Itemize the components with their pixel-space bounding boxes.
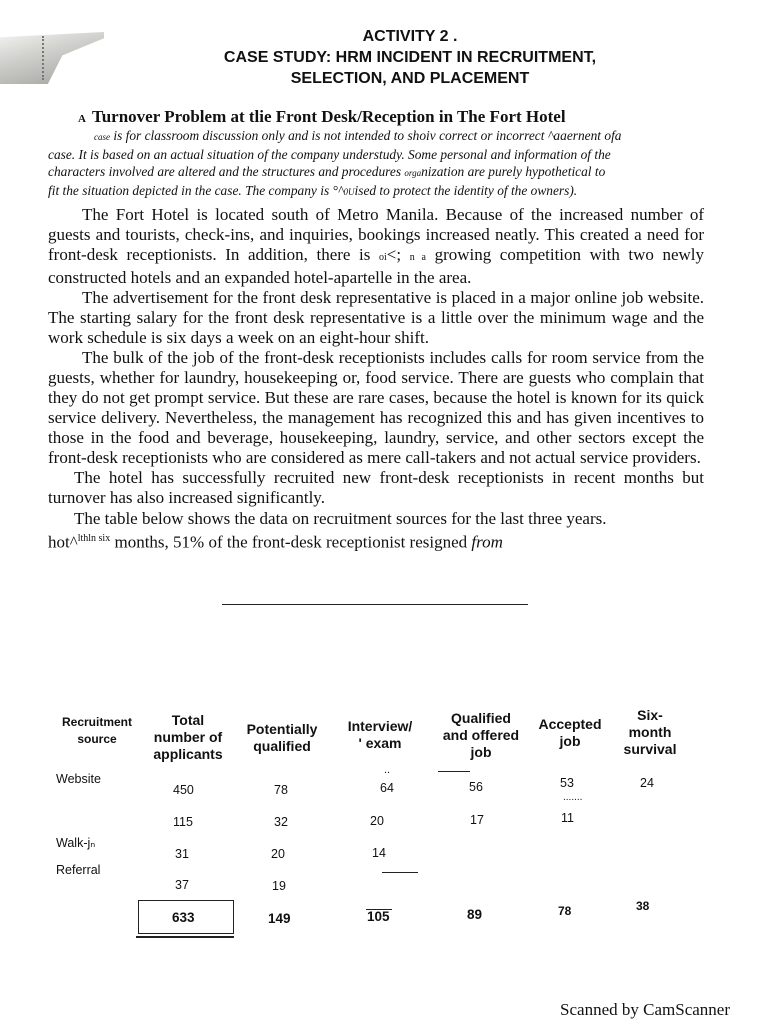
total-offered: 89 [467,907,483,922]
row-label-referral: Referral [56,863,101,877]
table-cell: 37 [175,878,189,892]
header-accepted-job: Accepted job [538,716,602,749]
disclaimer-line-2: case. It is based on an actual situation of the company understudy. Some personal and information of the [48,147,611,162]
paragraph-1: The Fort Hotel is located south of Metro Manila. Because of the increased number of guests and tourists, check-ins, and inquiries, bookings increased neatly. This created a need for front-desk receptionists. In addition, there is oi<; n a growing competition with two newly constructed hotels and an expanded hotel-apartelle in the area. [48,205,705,287]
heading-line-1: ACTIVITY 2 . [362,28,458,45]
stray-dots: .. [384,764,391,776]
scan-dotted-edge [42,36,46,80]
total-survival: 38 [636,899,650,913]
stray-dots: ....... [563,792,583,803]
table-cell: 53 [560,776,574,790]
paragraph-4: The hotel has successfully recruited new front-desk receptionists in recent months but turnover has also increased significantly. [48,468,704,507]
table-cell: 78 [274,783,288,797]
blank-underline [222,604,528,605]
header-potentially-qualified: Potentially qualified [246,721,318,754]
paragraph-3: The bulk of the job of the front-desk receptionists includes calls for room service from the guests, whether for laundry, housekeeping or, food service. There are guests who complain that they do not get prompt service. But these are rare cases, because the hotel is known for its quick service delivery. Nevertheless, the management has recognized this and has given incentives to those in the food and beverage, housekeeping, laundry, service, and other sectors except the front-desk receptionists who are considered as mere call-takers and not actual service providers. [48,348,704,467]
table-cell: 31 [175,847,189,861]
pen-mark [382,872,418,873]
paragraph-2: The advertisement for the front desk representative is placed in a major online job website. The starting salary for the front desk representative is a little over the minimum wage and the work schedule is six days a week on an eight-hour shift. [48,288,704,347]
total-applicants: 633 [172,910,195,925]
disclaimer-line-4: fit the situation depicted in the case. The company is °^0Uised to protect the identity of the owners). [48,183,578,198]
table-cell: 24 [640,776,654,790]
table-cell: 450 [173,783,194,797]
header-interview-exam: Interview/ ' exam [347,718,413,751]
activity-heading [170,26,650,89]
row-label-website: Website [56,772,101,786]
total-interview: 105 [367,909,390,924]
total-box-underline [136,936,234,938]
header-recruitment-source: Recruitment source [61,715,132,746]
table-cell: 20 [271,847,285,861]
table-cell: 11 [561,811,574,825]
scanner-watermark: Scanned by CamScanner [560,1000,730,1019]
case-body [48,205,704,553]
pen-mark [438,771,470,772]
paragraph-6: hot^$^{lthln six}$ months, 51% of the front-desk receptionist resigned from [48,532,503,552]
table-cell: 19 [272,879,286,893]
case-title [78,107,566,127]
heading-line-2: CASE STUDY: HRM INCIDENT IN RECRUITMENT, [223,49,597,66]
case-disclaimer [48,127,708,201]
total-accepted: 78 [558,904,572,918]
table-cell: 32 [274,815,288,829]
case-title-prefix: A [78,113,86,125]
table-cell: 20 [370,814,384,828]
paragraph-5: The table below shows the data on recruitment sources for the last three years. [74,509,607,528]
heading-line-3: SELECTION, AND PLACEMENT [290,70,530,87]
table-cell: 56 [469,780,483,794]
scan-corner-artifact [0,32,104,84]
row-label-walk-in: Walk-jₙ [56,836,96,850]
case-title-text: Turnover Problem at tlie Front Desk/Reception in The Fort Hotel [91,107,566,126]
total-potentially-qualified: 149 [268,911,291,926]
disclaimer-line-3: characters involved are altered and the structures and procedures organization are purely hypothetical to [48,164,606,179]
header-total-applicants: Total number of applicants [153,712,223,762]
header-six-month-survival: Six- month survival [623,707,677,757]
table-cell: 14 [372,846,386,860]
pen-mark [366,909,392,910]
table-cell: 64 [380,781,394,795]
table-cell: 17 [470,813,484,827]
table-cell: 115 [173,815,193,829]
disclaimer-line-1: case is for classroom discussion only and is not intended to shoiv correct or incorrect ^aaernent ofa [94,128,622,143]
header-qualified-offered: Qualified and offered job [442,710,520,760]
